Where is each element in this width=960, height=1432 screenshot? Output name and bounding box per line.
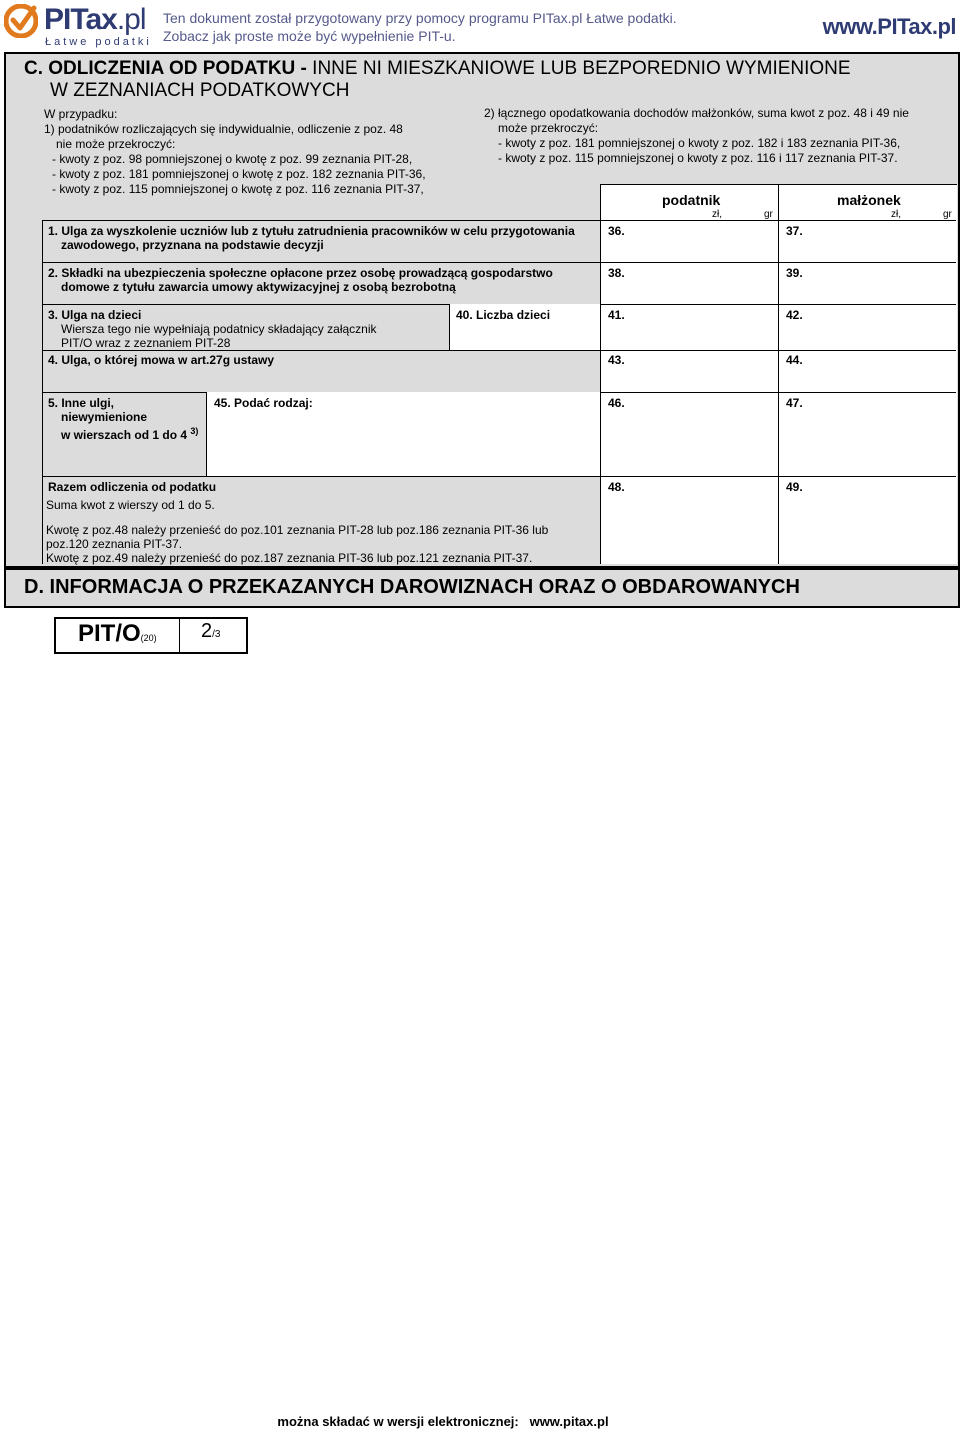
col-podatnik-label: podatnik: [662, 192, 721, 208]
logo-main: PITax: [44, 3, 117, 36]
row1-label: 1. Ulga za wyszkolenie uczniów lub z tytułu zatrudnienia pracowników w celu przygotowania zawodowego, przyznana na podstawie decyzji: [48, 224, 575, 252]
logo[interactable]: [44, 2, 146, 38]
field-39[interactable]: 39.: [786, 266, 803, 280]
field-36[interactable]: 36.: [608, 224, 625, 238]
column-divider-2: [778, 184, 779, 564]
instructions-right: 2) łącznego opodatkowania dochodów małżonków, suma kwot z poz. 48 i 49 nie może przekroczyć: - kwoty z poz. 181 pomniejszonej o kwoty z poz. 182 i 183 zeznania PIT-36, - kwoty z poz. 115 pomniejszonej o kwoty z poz. 116 i 117 zeznania PIT-37.: [484, 106, 909, 165]
total-note1: Kwotę z poz.48 należy przenieść do poz.101 zeznania PIT-28 lub poz.186 zeznania PIT-36 lub: [46, 523, 549, 537]
row3-label: 3. Ulga na dzieci Wiersza tego nie wypełniają podatnicy składający załącznik PIT/O wraz z zeznaniem PIT-28: [48, 308, 377, 350]
section-c-title-rest1: INNE NI MIESZKANIOWE LUB BEZPOREDNIO WYMIENIONE: [312, 58, 851, 79]
header-note-line2: Zobacz jak proste może być wypełnienie PIT-u.: [163, 28, 456, 44]
row-sep-1: [42, 262, 956, 263]
row-sep-3: [42, 350, 956, 351]
total-note3: Kwotę z poz.49 należy przenieść do poz.187 zeznania PIT-36 lub poz.121 zeznania PIT-37.: [46, 551, 533, 565]
logo-tagline: Łatwe podatki: [45, 36, 152, 48]
instructions-left: W przypadku: 1) podatników rozliczających się indywidualnie, odliczenie z poz. 48 nie może przekroczyć: - kwoty z poz. 98 pomniejszonej o kwotę z poz. 99 zeznania PIT-28, - kwoty z poz. 181 pomniejszonej o kwotę z poz. 182 zeznania PIT-36, - kwoty z poz. 115 pomniejszonej o kwotę z poz. 116 zeznania PIT-37,: [44, 107, 426, 196]
field-48[interactable]: 48.: [608, 480, 625, 494]
row5-label: 5. Inne ulgi, niewymienione w wierszach od 1 do 4 $^{3)}$: [48, 396, 199, 442]
form-page-number: 2/3: [201, 620, 221, 642]
section-d-title: D. INFORMACJA O PRZEKAZANYCH DAROWIZNACH ORAZ O OBDAROWANYCH: [24, 576, 800, 598]
section-c-letter: C.: [24, 58, 43, 79]
logo-check-icon: [4, 4, 38, 38]
field-42[interactable]: 42.: [786, 308, 803, 322]
gr-label-1: gr: [764, 209, 773, 220]
total-note2: poz.120 zeznania PIT-37.: [46, 537, 183, 551]
footer-label: można składać w wersji elektronicznej:: [277, 1414, 519, 1429]
header-note: [163, 9, 677, 45]
logo-suffix: .pl: [116, 3, 146, 36]
row-sep-0: [42, 220, 956, 221]
header-url-link[interactable]: www.PITax.pl: [822, 14, 956, 39]
field-37[interactable]: 37.: [786, 224, 803, 238]
header-note-line1: Ten dokument został przygotowany przy pomocy programu PITax.pl Łatwe podatki.: [163, 10, 677, 26]
total-title: Razem odliczenia od podatku: [48, 480, 217, 494]
field-46[interactable]: 46.: [608, 396, 625, 410]
form-id-name: PIT/O(20): [78, 620, 157, 647]
section-c-title: C. ODLICZENIA OD PODATKU - INNE NI MIESZKANIOWE LUB BEZPOREDNIO WYMIENIONE W ZEZNANIACH PODATKOWYCH: [24, 58, 924, 102]
field-43[interactable]: 43.: [608, 353, 625, 367]
field-41[interactable]: 41.: [608, 308, 625, 322]
footer-url-link[interactable]: www.pitax.pl: [529, 1414, 609, 1429]
gr-label-2: gr: [943, 209, 952, 220]
col-malzonek-label: małżonek: [837, 192, 901, 208]
row-sep-5: [42, 476, 956, 477]
zl-label-1: zł,: [712, 209, 722, 220]
field-49[interactable]: 49.: [786, 480, 803, 494]
total-sub: Suma kwot z wierszy od 1 do 5.: [46, 498, 215, 512]
row2-label: 2. Składki na ubezpieczenia społeczne opłacone przez osobę prowadzącą gospodarstwo domowe z tytułu zawarcia umowy aktywizacyjnej z osobą bezrobotną: [48, 266, 553, 294]
field-45-label: 45. Podać rodzaj:: [214, 396, 313, 410]
left-border: [42, 220, 43, 564]
field-44[interactable]: 44.: [786, 353, 803, 367]
zl-label-2: zł,: [891, 209, 901, 220]
field-38[interactable]: 38.: [608, 266, 625, 280]
field-40-label: 40. Liczba dzieci: [456, 308, 551, 322]
footer: [0, 1414, 886, 1429]
row4-label: 4. Ulga, o której mowa w art.27g ustawy: [48, 353, 275, 367]
section-c-title-bold: ODLICZENIA OD PODATKU: [48, 58, 296, 79]
form-id-divider: [179, 617, 180, 652]
section-c-title-rest2: W ZEZNANIACH PODATKOWYCH: [50, 80, 350, 101]
field-47[interactable]: 47.: [786, 396, 803, 410]
total-block: [46, 480, 598, 565]
